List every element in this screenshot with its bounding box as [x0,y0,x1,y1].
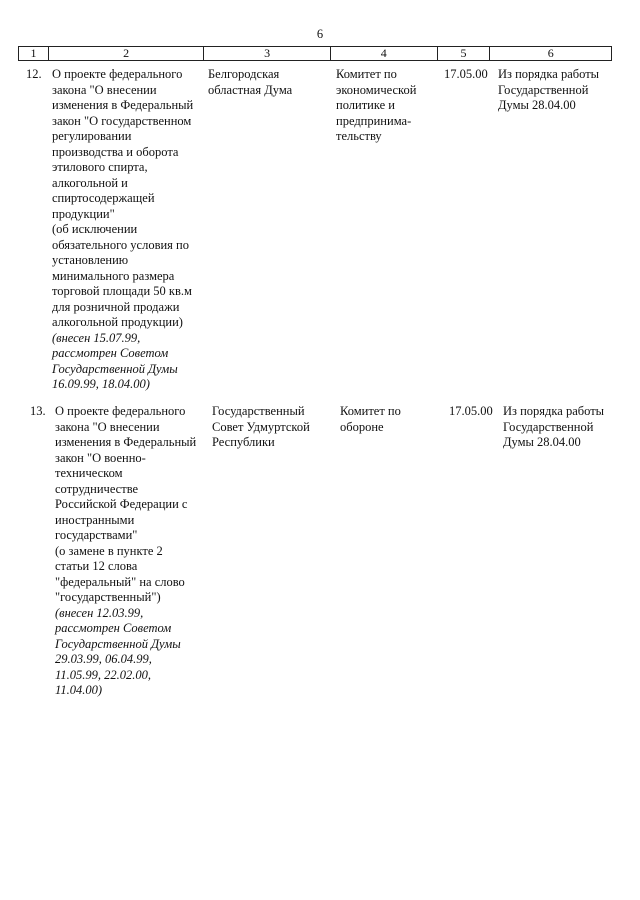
bill-description [55,404,207,699]
column-header-3: 3 [204,47,331,60]
source-reference: Из порядка работы Государственной Думы 28.04.00 [503,404,605,449]
bill-author: Государственный Совет Удмуртской Республики [212,404,310,449]
page-number: 6 [316,27,324,41]
source-reference: Из порядка работы Государственной Думы 28.04.00 [498,67,600,112]
bill-submission-note: (внесен 15.07.99, рассмотрен Советом Государственной Думы 16.09.99, 18.04.00) [52,330,178,391]
review-date: 17.05.00 [444,67,488,81]
row-number: 12. [26,67,42,81]
column-header-5: 5 [438,47,491,60]
column-header-1: 1 [19,47,49,60]
bill-title: О проекте федерального закона "О внесении изменения в Федеральный закон "О государственном регулировании производства и оборота этилового спирта, алкогольной и спиртосодержащей продукции" (об исключении обязательного условия по установлению минимального размера торговой площади 50 кв.м для розничной продажи алкогольной продукции) [52,67,194,329]
bill-title: О проекте федерального закона "О внесении изменения в Федеральный закон "О военно- техническом сотрудничестве Российской Федерации с иностранными государствами" (о замене в пункте 2 статьи 12 слова "федеральный" на слово "государственный") [55,404,197,604]
bill-submission-note: (внесен 12.03.99, рассмотрен Советом Государственной Думы 29.03.99, 06.04.99, 11.05.99, 22.02.00, 11.04.00) [55,605,181,697]
table-header-row [18,46,612,61]
column-header-2: 2 [49,47,204,60]
bill-description [52,67,204,393]
column-header-4: 4 [331,47,438,60]
responsible-committee: Комитет по экономической политике и предпринима- тельству [336,67,417,143]
responsible-committee: Комитет по обороне [340,404,401,434]
row-number: 13. [30,404,46,418]
bill-author: Белгородская областная Дума [208,67,293,97]
review-date: 17.05.00 [449,404,493,418]
column-header-6: 6 [547,46,554,60]
